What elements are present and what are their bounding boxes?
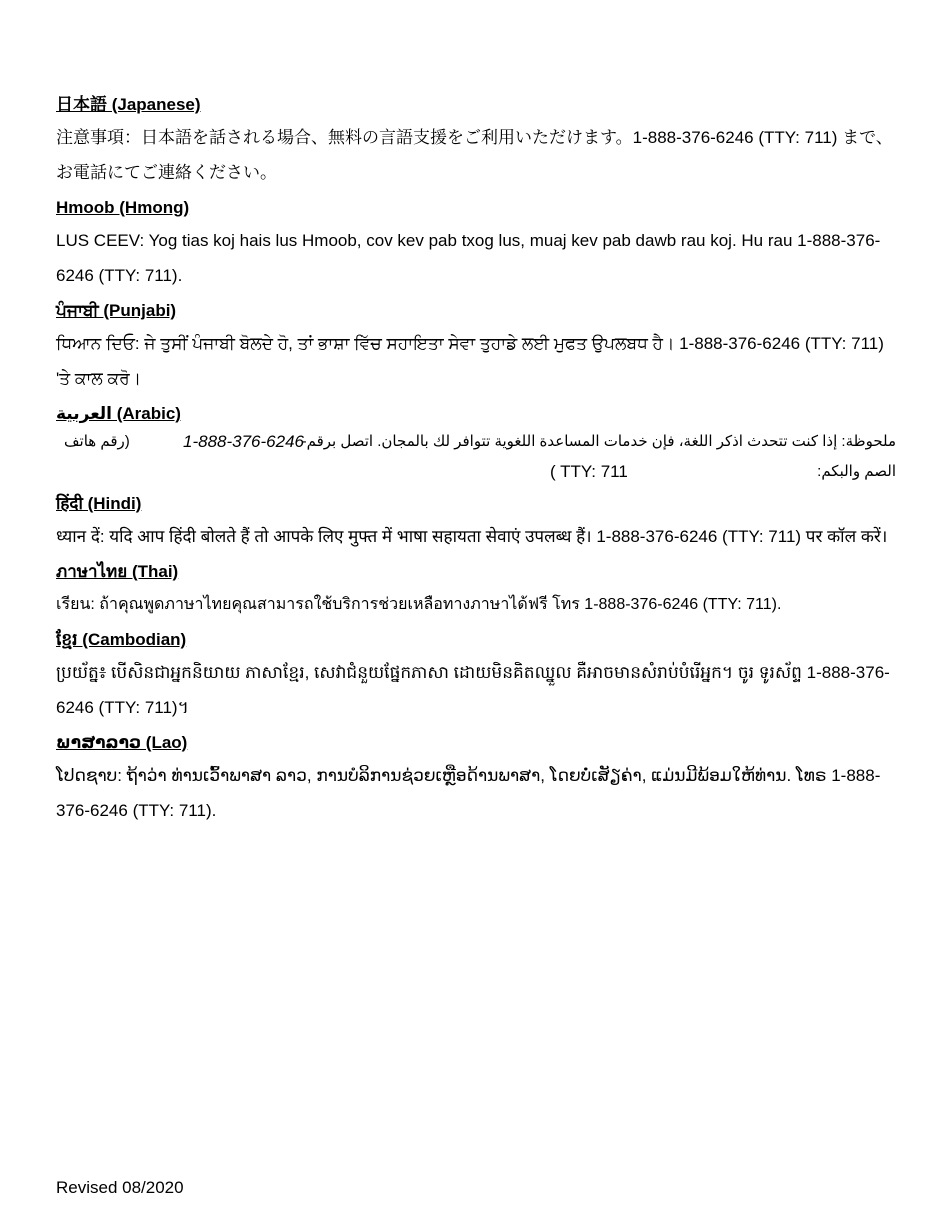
japanese-heading: 日本語 (Japanese) xyxy=(56,95,201,114)
thai-heading: ภาษาไทย (Thai) xyxy=(56,562,179,581)
punjabi-heading: ਪੰਜਾਬੀ (Punjabi) xyxy=(56,301,177,320)
cambodian-text: ប្រយ័ត្ន៖ បើសិនជាអ្នកនិយាយ ភាសាខ្មែរ, សេវាជំនួយផ្នែកភាសា ដោយមិនគិតឈ្នួល គឺអាចមានសំរាប់បំរើអ្នក។ ចូរ ទូរស័ព្ទ 1-888-376-6246 (TTY: 711)។ xyxy=(56,663,890,717)
arabic-heading: العربية (Arabic) xyxy=(56,404,181,423)
thai-text: เรียน: ถ้าคุณพูดภาษาไทยคุณสามารถใช้บริการช่วยเหลือทางภาษาได้ฟรี โทร 1-888-376-6246 (TTY: 711). xyxy=(56,596,782,613)
arabic-text-block xyxy=(56,429,896,489)
hindi-heading: हिंदी (Hindi) xyxy=(56,494,142,513)
arabic-tty-label: الصم والبكم: xyxy=(817,463,896,480)
hmong-text: LUS CEEV: Yog tias koj hais lus Hmoob, cov kev pab txog lus, muaj kev pab dawb rau koj. Hu rau 1-888-376-6246 (TTY: 711). xyxy=(56,231,881,285)
language-assistance-notice xyxy=(56,90,896,831)
japanese-text: 注意事項：日本語を話される場合、無料の言語支援をご利用いただけます。1-888-376-6246 (TTY: 711) まで、お電話にてご連絡ください。 xyxy=(56,128,893,182)
arabic-tty-number: ( TTY: 711 xyxy=(550,462,628,481)
lao-heading: ພາສາລາວ (Lao) xyxy=(56,733,188,752)
punjabi-text: ਧਿਆਨ ਦਿਓ: ਜੇ ਤੁਸੀਂ ਪੰਜਾਬੀ ਬੋਲਦੇ ਹੋ, ਤਾਂ ਭਾਸ਼ਾ ਵਿੱਚ ਸਹਾਇਤਾ ਸੇਵਾ ਤੁਹਾਡੇ ਲਈ ਮੁਫਤ ਉਪਲਬਧ ਹੈ। 1-888-376-6246 (TTY: 711) 'ਤੇ ਕਾਲ ਕਰੋ। xyxy=(56,334,884,388)
lao-text: ໂປດຊາບ: ຖ້າວ່າ ທ່ານເວົ້າພາສາ ລາວ, ການບໍລິການຊ່ວຍເຫຼືອດ້ານພາສາ, ໂດຍບໍ່ເສັຽຄ່າ, ແມ່ນມີພ້ອມໃຫ້ທ່ານ. ໂທຣ 1-888-376-6246 (TTY: 711). xyxy=(56,766,881,820)
hindi-text: ध्यान दें: यदि आप हिंदी बोलते हैं तो आपके लिए मुफ्त में भाषा सहायता सेवाएं उपलब्ध हैं। 1-888-376-6246 (TTY: 711) पर कॉल करें। xyxy=(56,527,888,546)
revision-date: Revised 08/2020 xyxy=(56,1178,184,1197)
arabic-phone-number: 1-888-376-6246 xyxy=(183,432,304,451)
arabic-phone-label: (رقم هاتف xyxy=(64,433,130,450)
cambodian-heading: ខ្មែរ (Cambodian) xyxy=(56,630,187,649)
arabic-notice-line: ملحوظة: إذا كنت تتحدث اذكر اللغة، فإن خدمات المساعدة اللغوية تتوافر لك بالمجان. اتصل برقم- xyxy=(301,433,896,450)
hmong-heading: Hmoob (Hmong) xyxy=(56,198,190,217)
